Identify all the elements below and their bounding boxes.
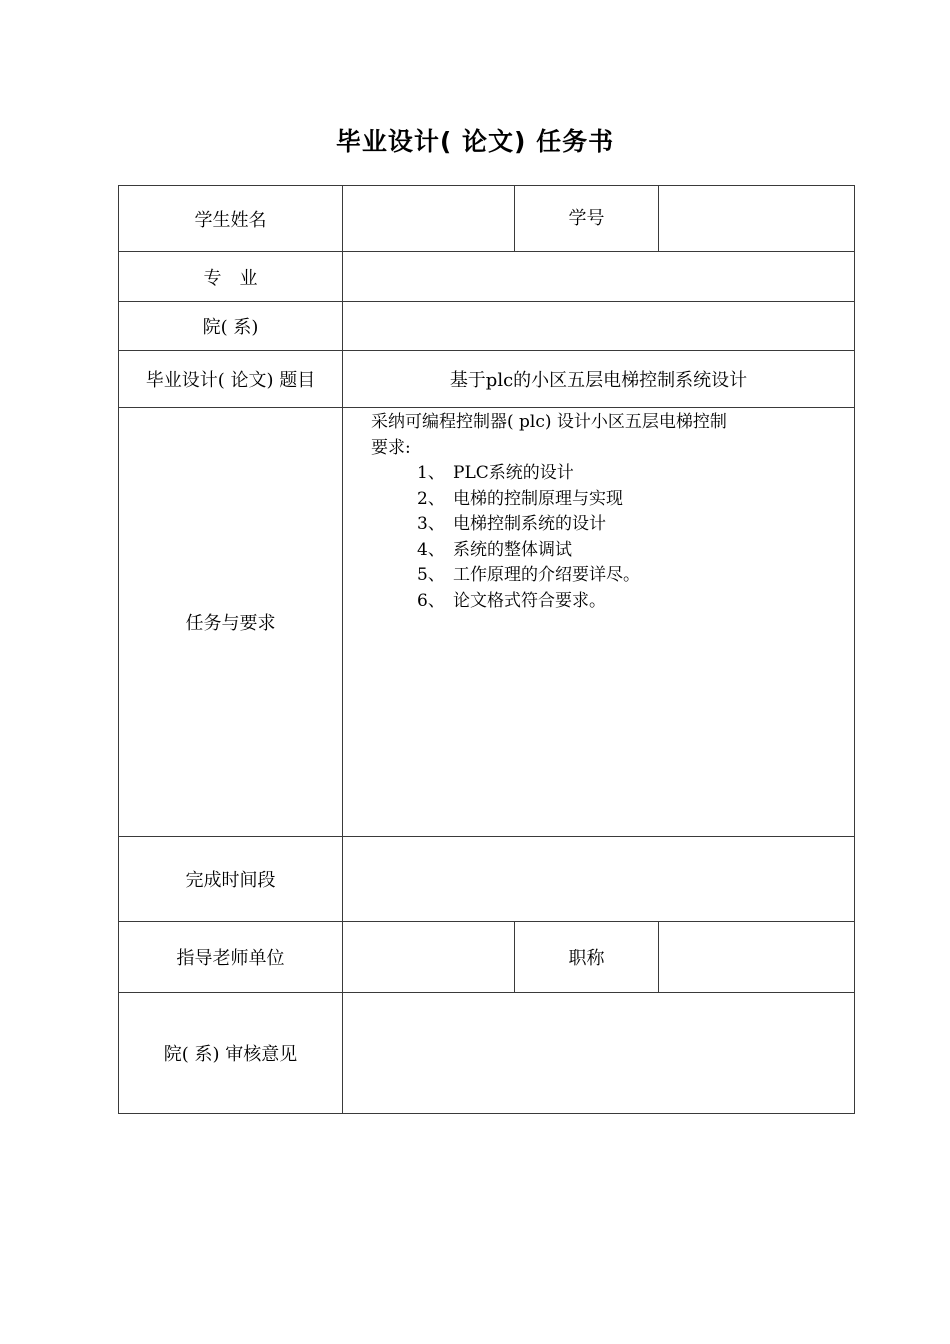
advisor-unit-label: 指导老师单位 xyxy=(118,921,343,993)
list-item-number: 5、 xyxy=(417,565,445,585)
list-item xyxy=(371,589,854,615)
student-name-label: 学生姓名 xyxy=(118,185,343,252)
topic-label: 毕业设计( 论文) 题目 xyxy=(118,350,343,408)
list-item xyxy=(371,461,854,487)
list-item-number: 4、 xyxy=(417,539,445,560)
department-label: 院( 系) xyxy=(118,301,343,351)
list-item-number: 3、 xyxy=(417,514,445,534)
list-item xyxy=(371,512,854,538)
title-rank-field[interactable] xyxy=(658,921,855,993)
list-item-text: 工作原理的介绍要详尽。 xyxy=(453,565,640,585)
page-title: 毕业设计( 论文) 任务书 xyxy=(335,127,615,156)
advisor-unit-field[interactable] xyxy=(342,921,515,993)
major-label: 专 业 xyxy=(118,251,343,302)
task-requirements-heading: 要求: xyxy=(371,437,411,458)
major-field[interactable] xyxy=(342,251,855,302)
list-item xyxy=(371,538,854,564)
list-item xyxy=(371,563,854,589)
list-item-number: 1、 xyxy=(417,463,445,483)
list-item-number: 6、 xyxy=(417,590,445,611)
list-item-text: 电梯的控制原理与实现 xyxy=(453,488,623,509)
department-field[interactable] xyxy=(342,301,855,351)
student-name-field[interactable] xyxy=(342,185,515,252)
review-label: 院( 系) 审核意见 xyxy=(118,992,343,1114)
task-requirements-field[interactable] xyxy=(342,407,855,837)
list-item-text: PLC系统的设计 xyxy=(453,463,574,483)
task-label: 任务与要求 xyxy=(118,407,343,837)
task-intro: 采纳可编程控制器( plc) 设计小区五层电梯控制 xyxy=(371,412,727,432)
task-form-table xyxy=(118,185,855,1114)
period-field[interactable] xyxy=(342,836,855,922)
list-item-text: 论文格式符合要求。 xyxy=(453,590,606,611)
review-field[interactable] xyxy=(342,992,855,1114)
period-label: 完成时间段 xyxy=(118,836,343,922)
list-item xyxy=(371,487,854,513)
list-item-text: 系统的整体调试 xyxy=(453,539,572,560)
student-id-label: 学号 xyxy=(514,185,659,252)
list-item-number: 2、 xyxy=(417,488,445,509)
title-rank-label: 职称 xyxy=(514,921,659,993)
list-item-text: 电梯控制系统的设计 xyxy=(453,514,606,534)
student-id-field[interactable] xyxy=(658,185,855,252)
topic-field[interactable]: 基于plc的小区五层电梯控制系统设计 xyxy=(342,350,855,408)
